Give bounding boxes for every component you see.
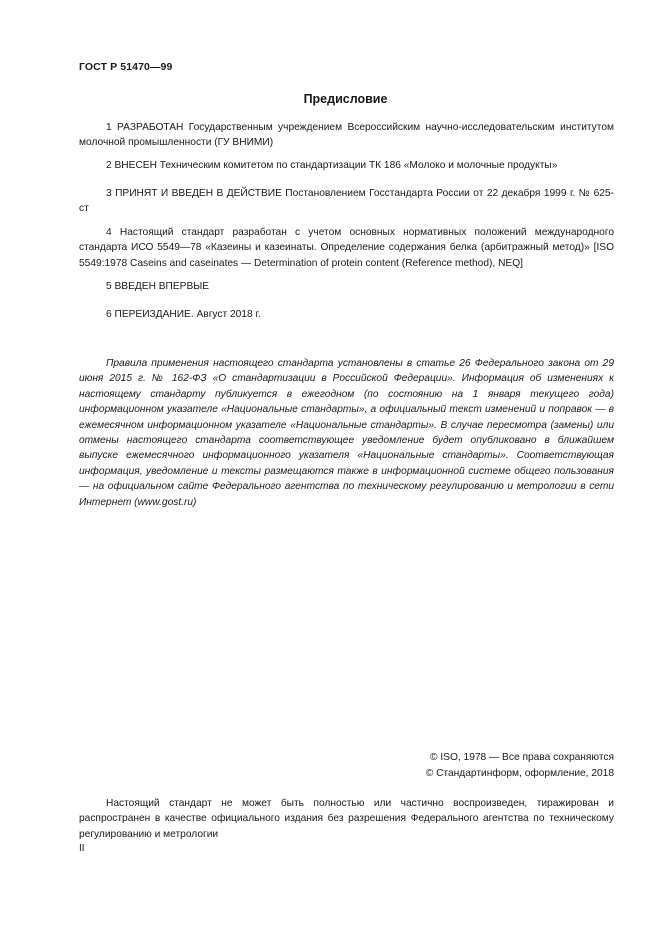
foreword-item-6: 6 ПЕРЕИЗДАНИЕ. Август 2018 г. [106,309,261,320]
page-number: II [79,843,85,854]
page-title [0,92,661,106]
foreword-item-1: 1 РАЗРАБОТАН Государственным учреждением Всероссийским научно-исследовательским институтом молочной промышленности (ГУ ВНИМИ) [79,122,614,149]
foreword-item-4: 4 Настоящий стандарт разработан с учетом основных нормативных положений международного стандарта ИСО 5549—78 «Казеины и казеинаты. Определение содержания белка (арбитражный метод)» [ISO 5549:1978 Caseins and caseinates — Determination of protein content (Reference method), NEQ] [79,227,614,269]
foreword-item-2: 2 ВНЕСЕН Техническим комитетом по стандартизации ТК 186 «Молоко и молочные продукты» [106,160,558,171]
standard-designation: ГОСТ Р 51470—99 [79,61,173,73]
iso-copyright: © ISO, 1978 — Все права сохраняются [430,752,614,763]
foreword-item-5: 5 ВВЕДЕН ВПЕРВЫЕ [106,281,210,292]
reproduction-notice: Настоящий стандарт не может быть полностью или частично воспроизведен, тиражирован и распространен в качестве официального издания без разрешения Федерального агентства по техническому регулированию и метрологии [79,798,614,840]
publisher-copyright: © Стандартинформ, оформление, 2018 [425,768,614,779]
page-title-text: Предисловие [303,92,388,106]
foreword-item-3: 3 ПРИНЯТ И ВВЕДЕН В ДЕЙСТВИЕ Постановлением Госстандарта России от 22 декабря 1999 г. № 625-ст [79,188,614,215]
application-rules-notice: Правила применения настоящего стандарта установлены в статье 26 Федерального закона от 29 июня 2015 г. № 162-ФЗ «О стандартизации в Российской Федерации». Информация об изменениях к настоящему стандарту публикуется в ежегодном (по состоянию на 1 января текущего года) информационном указателе «Национальные стандарты», а официальный текст изменений и поправок — в ежемесячном информационном указателе «Национальные стандарты». В случае пересмотра (замены) или отмены настоящего стандарта соответствующее уведомление будет опубликовано в ближайшем выпуске ежемесячного информационного указателя «Национальные стандарты». Соответствующая информация, уведомление и тексты размещаются также в информационной системе общего пользования — на официальном сайте Федерального агентства по техническому регулированию и метрологии в сети Интернет (www.gost.ru) [79,358,614,508]
